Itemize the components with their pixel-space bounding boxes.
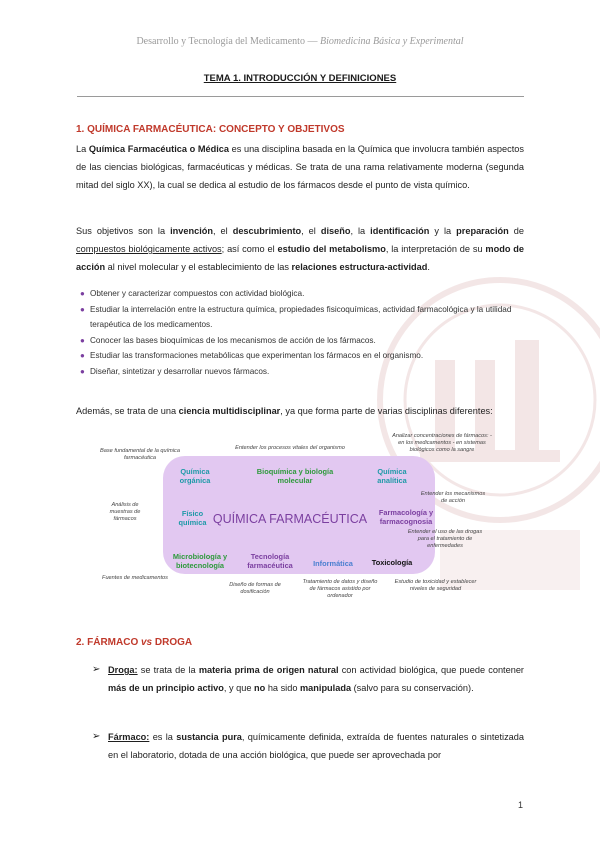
text-run: se trata de la [137,665,199,675]
annotation-fuentes: Fuentes de medicamentos [102,575,168,581]
text-run: , el [212,226,233,236]
bold-term: sustancia pura [176,732,242,742]
text-run: ha sido [265,683,300,693]
annotation-diseno-formas: Diseño de formas de dosificación [229,582,281,595]
annotation-entender-uso: Entender el uso de las drogas para el tratamiento de enfermedades [407,529,483,549]
text-run: Sus objetivos son la [76,226,171,236]
text-run: y la [429,226,457,236]
list-item [80,302,528,333]
text-run: ; así como el [221,244,278,254]
header-course: Desarrollo y Tecnología del Medicamento — [136,36,318,47]
list-item-text: Estudiar las transformaciones metabólicas que experimentan los fármacos en el organismo. [90,351,424,360]
text-run: . [427,262,430,272]
bullet-dot-icon: ● [80,289,85,298]
list-item-text: Estudiar la interrelación entre la estructura química, propiedades fisicoquímicas, actividad farmacológica y la utilidad terapéutica de los medicamentos. [90,304,512,329]
annotation-analizar-concentraciones: Analizar concentraciones de fármacos: - en los medicamentos - en sistemas biológicos como la sangre [392,433,492,453]
text-run: de [508,226,524,236]
definition-farmaco [92,728,524,764]
arrow-bullet-icon: ➢ [92,731,101,742]
text-run: (salvo para su conservación). [351,683,474,693]
list-item [80,348,528,364]
bold-term: no [254,683,266,693]
section-1-title: 1. QUÍMICA FARMACÉUTICA: CONCEPTO Y OBJETIVOS [76,124,345,135]
multidisciplinary-diagram [100,425,520,610]
bold-term: preparación [456,226,509,236]
node-tecnologia: Tecnología farmacéutica [247,552,293,570]
objectives-list [80,286,528,379]
list-item [80,364,528,380]
bold-term: manipulada [300,683,352,693]
text-run: al nivel molecular y el establecimiento de las [105,262,292,272]
text-run: DROGA [152,637,193,648]
section-1-paragraph-2 [76,222,524,276]
text-run: con actividad biológica, que puede contener [338,665,524,675]
text-run: , y que [223,683,255,693]
bullet-dot-icon: ● [80,304,85,314]
node-quimica-analitica: Química analítica [377,467,407,485]
page-number: 1 [518,800,524,810]
text-run: es una disciplina basada en la Química que involucra también aspectos de las ciencias biológicas, farmacéuticas y médicas. Se trata de una rama relativamente moderna (segunda mitad del siglo XX), la cual se dedica al estudio de los fármacos desde el punto de vista químico. [76,144,524,190]
text-run: Además, se trata de una [76,406,179,416]
bullet-dot-icon: ● [80,366,85,376]
bold-term: Química Farmacéutica o Médica [88,144,229,154]
node-farmacologia: Farmacología y farmacognosia [378,508,434,526]
text-run: , químicamente definida, extraída de fuentes naturales o sintetizada en el laboratorio, dotada de una acción biológica, que puede ser aprovechada por [108,732,524,760]
text-run: , el [301,226,321,236]
text-run: La [76,144,89,154]
list-item [80,286,528,302]
text-run: , la [350,226,371,236]
text-run: es la [149,732,177,742]
annotation-estudio-toxicidad: Estudio de toxicidad y establecer niveles de seguridad [394,579,477,592]
node-toxicologia: Toxicología [371,558,413,567]
bold-term: materia prima de origen natural [198,665,339,675]
bold-term: diseño [320,226,351,236]
annotation-entender-mecanismos: Entender los mecanismos de acción [420,491,486,504]
annotation-base-fundamental: Base fundamental de la química farmacéutica [100,448,180,461]
diagram-center-title: QUÍMICA FARMACÉUTICA [212,512,368,526]
list-item-text: Conocer las bases bioquímicas de los mecanismos de acción de los fármacos. [90,335,376,345]
definition-label: Droga: [108,665,138,675]
section-1-paragraph-1 [76,140,524,194]
annotation-procesos-vitales: Entender los procesos vitales del organismo [235,445,345,451]
bold-term: relaciones estructura-actividad [291,262,428,272]
italic-term: vs [141,637,153,648]
header-degree: Biomedicina Básica y Experimental [319,36,464,47]
arrow-bullet-icon: ➢ [92,664,101,675]
annotation-tratamiento-datos: Tratamiento de datos y diseño de fármacos asistido por ordenador [302,579,378,599]
bullet-dot-icon: ● [80,351,85,360]
section-1-paragraph-3 [76,402,524,420]
text-run: 2. FÁRMACO [76,637,141,648]
running-header [0,36,600,47]
text-run: , la interpretación de su [385,244,486,254]
node-informatica: Informática [313,559,353,568]
node-fisicoquimica: Físico química [178,509,207,527]
node-bioquimica: Bioquímica y biología molecular [256,467,334,485]
bold-term: ciencia multidisciplinar [178,406,281,416]
node-quimica-organica: Química orgánica [179,467,211,485]
document-title: TEMA 1. INTRODUCCIÓN Y DEFINICIONES [203,73,397,84]
title-divider [77,96,524,97]
list-item-text: Obtener y caracterizar compuestos con actividad biológica. [90,289,305,298]
text-run: , ya que forma parte de varias disciplinas diferentes: [280,406,493,416]
bold-term: más de un principio activo [108,683,224,693]
bold-term: invención [170,226,213,236]
bold-term: descubrimiento [232,226,302,236]
section-2-title [76,637,192,648]
definition-text [92,728,524,764]
list-item-text: Diseñar, sintetizar y desarrollar nuevos fármacos. [90,366,270,376]
bullet-dot-icon: ● [80,335,85,345]
node-microbiologia: Microbiología y biotecnología [172,552,228,570]
definition-droga [92,661,524,697]
annotation-analisis-muestras: Análisis de muestras de fármacos [109,502,141,522]
definition-label: Fármaco: [108,732,150,742]
bold-term: estudio del metabolismo [277,244,386,254]
list-item [80,333,528,349]
bold-term: modo de acción [76,244,525,272]
bold-term: identificación [370,226,430,236]
definition-text [92,661,524,697]
underlined-term: compuestos biológicamente activos [76,244,222,254]
